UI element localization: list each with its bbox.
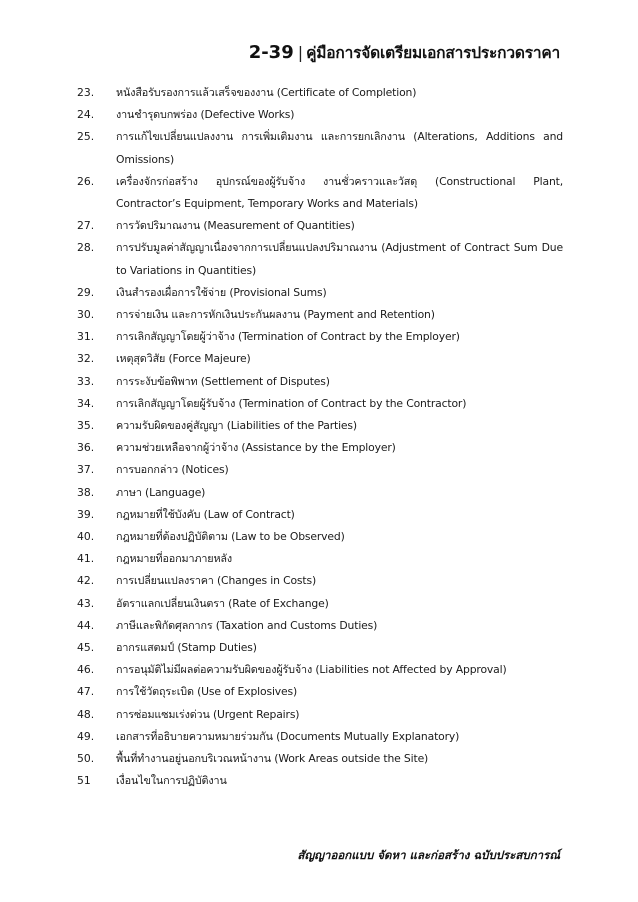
item-number: 23.	[77, 86, 95, 99]
item-number: 32.	[77, 352, 95, 366]
list-item	[77, 593, 563, 615]
item-number: 41.	[77, 552, 95, 566]
list-item	[77, 82, 563, 104]
item-text: การเลิกสัญญาโดยผู้รับจ้าง (Termination of Contract by the Contractor)	[116, 396, 467, 410]
item-number: 31.	[77, 330, 95, 344]
item-number: 45.	[77, 641, 95, 655]
list-item	[77, 104, 563, 126]
item-text: การระงับข้อพิพาท (Settlement of Disputes)	[116, 374, 330, 388]
page-footer: สัญญาออกแบบ จัดหา และก่อสร้าง ฉบับประสบการณ์	[297, 848, 560, 862]
list-item	[77, 459, 563, 481]
list-item	[77, 326, 563, 348]
item-text: กฎหมายที่ใช้บังคับ (Law of Contract)	[116, 507, 295, 521]
item-number: 43.	[77, 596, 95, 610]
list-item	[77, 304, 563, 326]
list-item	[77, 237, 563, 281]
list-item	[77, 126, 563, 170]
item-text: ความช่วยเหลือจากผู้ว่าจ้าง (Assistance by the Employer)	[116, 441, 396, 455]
item-number: 27.	[77, 219, 95, 233]
item-text: งานชำรุดบกพร่อง (Defective Works)	[116, 108, 295, 122]
list-item	[77, 526, 563, 548]
item-number: 34.	[77, 396, 95, 410]
list-item	[77, 681, 563, 703]
item-text: ภาษีและพิกัดศุลกากร (Taxation and Customs Duties)	[116, 618, 378, 632]
list-item	[77, 659, 563, 681]
list-item	[77, 548, 563, 570]
item-text: ความรับผิดของคู่สัญญา (Liabilities of the Parties)	[116, 419, 357, 433]
clause-list	[77, 82, 563, 793]
item-text: การเปลี่ยนแปลงราคา (Changes in Costs)	[116, 574, 317, 588]
item-text: การจ่ายเงิน และการหักเงินประกันผลงาน (Payment and Retention)	[116, 308, 435, 322]
list-item	[77, 748, 563, 770]
list-item	[77, 393, 563, 415]
item-number: 36.	[77, 441, 95, 455]
page-header	[249, 40, 560, 65]
item-number: 28.	[77, 241, 95, 255]
item-number: 49.	[77, 729, 95, 743]
item-number: 24.	[77, 108, 95, 122]
item-number: 46.	[77, 663, 95, 677]
list-item	[77, 482, 563, 504]
list-item	[77, 726, 563, 748]
item-number: 38.	[77, 485, 95, 499]
list-item	[77, 504, 563, 526]
item-number: 50.	[77, 752, 95, 766]
item-text: เงินสำรองเผื่อการใช้จ่าย (Provisional Sums)	[116, 285, 327, 299]
item-text: อากรแสตมป์ (Stamp Duties)	[116, 641, 257, 655]
item-text: เครื่องจักรก่อสร้าง อุปกรณ์ของผู้รับจ้าง งานชั่วคราวและวัสดุ (Constructional Plant, Contractor’s Equipment, Temporary Works and Materials)	[116, 174, 563, 211]
item-number: 37.	[77, 463, 95, 477]
item-text: กฎหมายที่ออกมาภายหลัง	[116, 552, 233, 566]
item-number: 44.	[77, 618, 95, 632]
list-item	[77, 415, 563, 437]
item-text: ภาษา (Language)	[116, 485, 206, 499]
item-text: การวัดปริมาณงาน (Measurement of Quantities)	[116, 219, 355, 233]
list-item	[77, 348, 563, 370]
page-number: 2-39	[248, 42, 294, 63]
item-text: การปรับมูลค่าสัญญาเนื่องจากการเปลี่ยนแปลงปริมาณงาน (Adjustment of Contract Sum Due to Variations in Quantities)	[116, 241, 563, 277]
item-number: 29.	[77, 285, 95, 299]
list-item	[77, 704, 563, 726]
item-number: 47.	[77, 685, 95, 699]
item-text: การแก้ไขเปลี่ยนแปลงงาน การเพิ่มเติมงาน และการยกเลิกงาน (Alterations, Additions and Omissions)	[116, 130, 563, 166]
item-number: 40.	[77, 530, 95, 544]
item-number: 30.	[77, 308, 95, 322]
list-item	[77, 615, 563, 637]
list-item	[77, 570, 563, 592]
header-separator: |	[297, 43, 304, 62]
item-number: 48.	[77, 707, 95, 721]
list-item	[77, 770, 563, 792]
item-number: 42.	[77, 574, 95, 588]
item-number: 33.	[77, 374, 95, 388]
list-item	[77, 637, 563, 659]
item-number: 51	[77, 774, 91, 788]
item-number: 35.	[77, 419, 95, 433]
list-item	[77, 437, 563, 459]
list-item	[77, 215, 563, 237]
list-item	[77, 171, 563, 215]
item-text: การใช้วัตถุระเบิด (Use of Explosives)	[116, 685, 298, 699]
item-number: 26.	[77, 174, 95, 188]
item-text: อัตราแลกเปลี่ยนเงินตรา (Rate of Exchange)	[116, 596, 329, 610]
item-text: พื้นที่ทำงานอยู่นอกบริเวณหน้างาน (Work Areas outside the Site)	[116, 752, 429, 766]
item-number: 25.	[77, 130, 95, 144]
document-title: คู่มือการจัดเตรียมเอกสารประกวดราคา	[306, 44, 560, 62]
item-text: หนังสือรับรองการแล้วเสร็จของงาน (Certificate of Completion)	[116, 86, 417, 99]
item-number: 39.	[77, 507, 95, 521]
item-text: เหตุสุดวิสัย (Force Majeure)	[116, 352, 251, 366]
item-text: เงื่อนไขในการปฏิบัติงาน	[116, 774, 227, 788]
item-text: การบอกกล่าว (Notices)	[116, 463, 229, 477]
list-item	[77, 282, 563, 304]
item-text: การเลิกสัญญาโดยผู้ว่าจ้าง (Termination of Contract by the Employer)	[116, 330, 460, 344]
item-text: การซ่อมแซมเร่งด่วน (Urgent Repairs)	[116, 707, 300, 721]
item-text: การอนุมัติไม่มีผลต่อความรับผิดของผู้รับจ้าง (Liabilities not Affected by Approval)	[116, 663, 507, 677]
item-text: กฎหมายที่ต้องปฏิบัติตาม (Law to be Observed)	[116, 530, 345, 544]
item-text: เอกสารที่อธิบายความหมายร่วมกัน (Documents Mutually Explanatory)	[116, 729, 460, 743]
list-item	[77, 371, 563, 393]
